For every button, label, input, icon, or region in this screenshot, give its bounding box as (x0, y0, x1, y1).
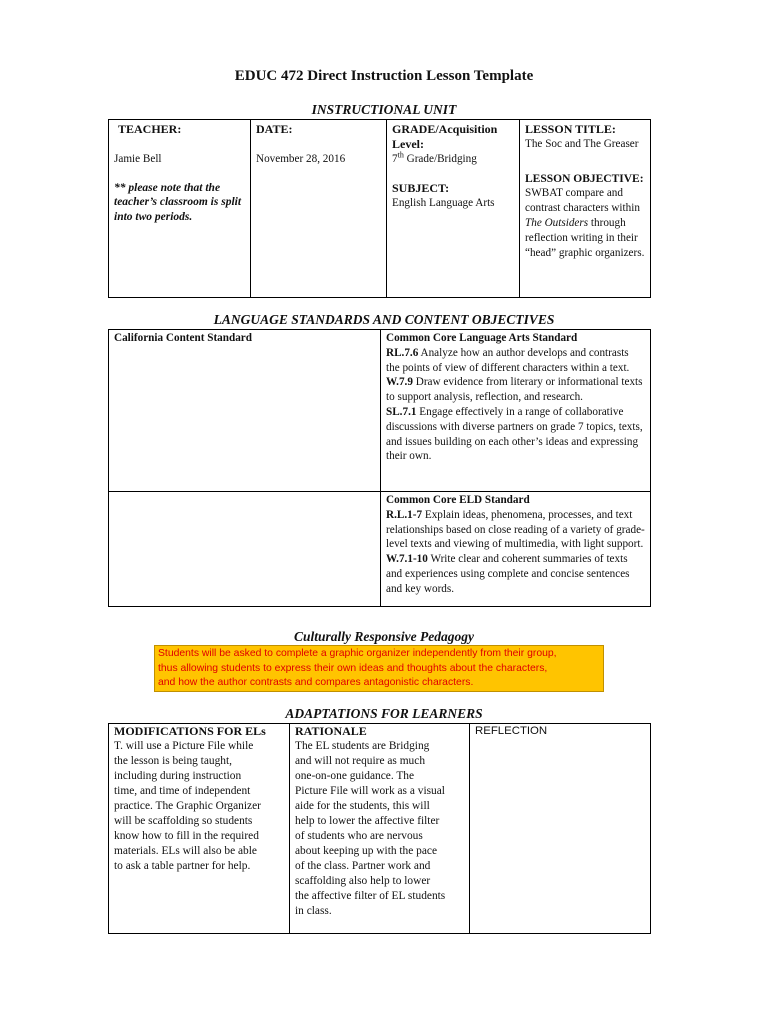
standard-w-7-1-10: W.7.1-10 Write clear and coherent summaries of texts and experiences using complete and concise sentences and key words. (386, 553, 630, 595)
modifications-label: MODIFICATIONS FOR ELs (114, 724, 266, 738)
teacher-note: ** please note that the teacher’s classroom is split into two periods. (114, 181, 242, 224)
rationale-line: of the class. Partner work and (295, 860, 431, 872)
modifications-cell (109, 724, 290, 934)
standard-sl-7-1: SL.7.1 Engage effectively in a range of collaborative discussions with diverse partners on grade 7 topics, texts, and issues building on each other’s ideas and expressing their own. (386, 405, 643, 463)
modifications-line: including during instruction (114, 770, 242, 782)
california-standard-label: California Content Standard (114, 332, 252, 344)
rationale-line: help to lower the affective filter (295, 815, 440, 827)
modifications-line: time, and time of independent (114, 785, 251, 797)
standard-rl-7-6: RL.7.6 Analyze how an author develops and contrasts the points of view of different characters within a text. (386, 346, 630, 374)
rationale-line: the affective filter of EL students (295, 890, 446, 902)
lesson-objective-value: SWBAT compare and contrast characters within The Outsiders through reflection writing in their “head” graphic organizers. (525, 187, 645, 259)
modifications-line: know how to fill in the required (114, 830, 259, 842)
lesson-objective-label: LESSON OBJECTIVE: (525, 172, 644, 185)
rationale-line: one-on-one guidance. The (295, 770, 415, 782)
modifications-line: will be scaffolding so students (114, 815, 253, 827)
standard-rl-1-7: R.L.1-7 Explain ideas, phenomena, processes, and text relationships based on close reading of a variety of grade-level texts and viewing of multimedia, with light support. (386, 508, 645, 551)
teacher-name: Jamie Bell (114, 152, 162, 165)
adaptations-heading: ADAPTATIONS FOR LEARNERS (285, 706, 483, 721)
subject-label: SUBJECT: (392, 181, 450, 196)
california-standard-cell (109, 330, 381, 492)
lesson-cell (520, 120, 651, 298)
rationale-line: Picture File will work as a visual (295, 785, 445, 797)
document-title: EDUC 472 Direct Instruction Lesson Template (234, 68, 534, 84)
lesson-title-label: LESSON TITLE: (525, 122, 616, 136)
date-cell (251, 120, 387, 298)
common-core-eld-cell (381, 492, 651, 607)
rationale-line: aide for the students, this will (295, 800, 430, 812)
modifications-line: to ask a table partner for help. (114, 860, 251, 872)
empty-standard-cell (109, 492, 381, 607)
culturally-responsive-heading: Culturally Responsive Pedagogy (294, 629, 474, 644)
subject-value: English Language Arts (392, 197, 495, 210)
teacher-cell (109, 120, 251, 298)
reflection-cell (470, 724, 651, 934)
language-standards-table (108, 329, 651, 607)
culturally-responsive-box (154, 645, 604, 692)
rationale-line: about keeping up with the pace (295, 845, 438, 857)
instructional-unit-heading: INSTRUCTIONAL UNIT (311, 102, 457, 117)
grade-value: 7th Grade/Bridging (392, 149, 477, 165)
rationale-line: and will not require as much (295, 755, 426, 767)
common-core-eld-label: Common Core ELD Standard (386, 494, 530, 506)
rationale-line: scaffolding also help to lower (295, 875, 431, 887)
date-label: DATE: (256, 122, 293, 136)
teacher-label: TEACHER: (118, 122, 182, 136)
modifications-line: materials. ELs will also be able (114, 845, 257, 857)
culturally-responsive-line: Students will be asked to complete a graphic organizer independently from their group, (158, 648, 557, 659)
adaptations-table (108, 723, 651, 934)
culturally-responsive-line: thus allowing students to express their own ideas and thoughts about the characters, (158, 662, 548, 674)
date-value: November 28, 2016 (256, 152, 346, 165)
standard-w-7-9: W.7.9 Draw evidence from literary or informational texts to support analysis, reflection, and research. (386, 376, 643, 404)
modifications-line: practice. The Graphic Organizer (114, 800, 261, 812)
modifications-line: T. will use a Picture File while (114, 740, 254, 752)
culturally-responsive-line: and how the author contrasts and compares antagonistic characters. (158, 677, 474, 688)
rationale-cell (290, 724, 470, 934)
lesson-title-value: The Soc and The Greaser (525, 137, 639, 150)
modifications-line: the lesson is being taught, (114, 755, 233, 767)
rationale-line: of students who are nervous (295, 830, 423, 842)
language-standards-heading: LANGUAGE STANDARDS AND CONTENT OBJECTIVES (213, 312, 555, 327)
rationale-label: RATIONALE (295, 724, 367, 738)
rationale-line: in class. (295, 905, 332, 917)
common-core-la-label: Common Core Language Arts Standard (386, 332, 578, 344)
reflection-label: REFLECTION (475, 725, 548, 737)
rationale-line: The EL students are Bridging (295, 740, 430, 752)
instructional-unit-table (108, 119, 651, 298)
grade-subject-cell (387, 120, 520, 298)
grade-label: GRADE/Acquisition Level: (392, 122, 498, 151)
common-core-la-cell (381, 330, 651, 492)
